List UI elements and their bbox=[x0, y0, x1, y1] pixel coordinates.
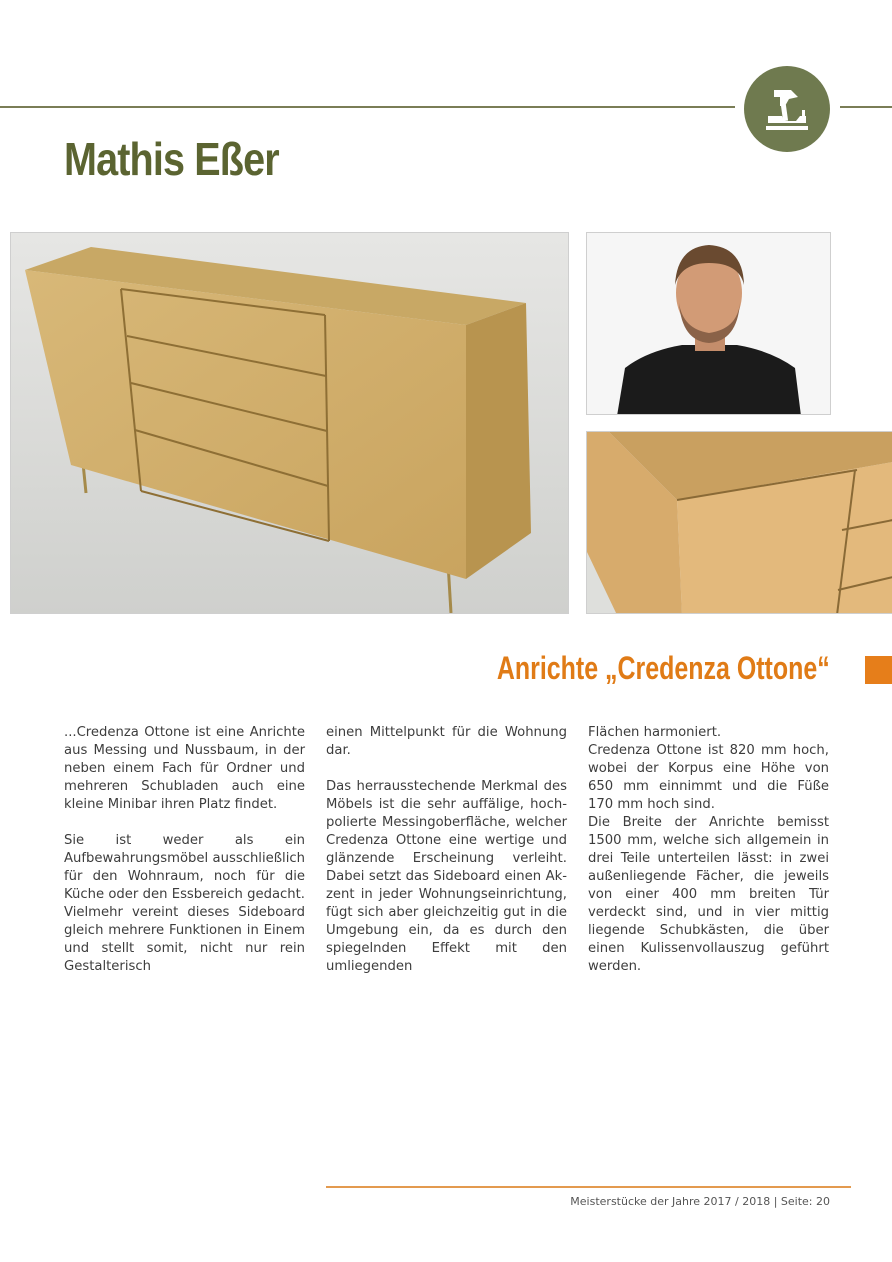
paragraph: Flächen harmoniert. bbox=[588, 725, 722, 740]
detail-image bbox=[587, 432, 892, 614]
article-title: Anrichte „Credenza Ottone“ bbox=[497, 650, 830, 686]
page-footer: Meisterstücke der Jahre 2017 / 2018 | Seite: 20 bbox=[570, 1195, 830, 1208]
paragraph: Sie ist weder als ein Aufbewahrungsmöbel ausschließlich für den Wohnraum, noch für die Küche oder den Essbereich gedacht. Vielmehr vereint dieses Sideboard gleich mehrere Funktionen in Einem und stellt somit, nicht nur rein Gestalterisch bbox=[64, 833, 305, 974]
paragraph: ...Credenza Ottone ist eine Anrichte aus Messing und Nussbaum, in der neben einem Fach für Ordner und mehreren Schubladen auch eine kleine Minibar ihren Platz findet. bbox=[64, 725, 305, 812]
detail-photo bbox=[586, 431, 892, 614]
sideboard-photo bbox=[10, 232, 569, 614]
section-marker bbox=[865, 656, 892, 684]
text-column-2 bbox=[326, 724, 567, 976]
header-rule-right bbox=[840, 106, 892, 108]
text-column-3 bbox=[588, 724, 829, 976]
carpentry-plane-hammer-icon bbox=[744, 66, 830, 152]
paragraph: Das herrausstechende Merkmal des Möbels ist die sehr auffälige, hochpolierte Messingoberfläche, welcher Credenza Ottone eine wertige und glänzende Erscheinung verleiht. Dabei setzt das Sideboard einen Akzent in jeder Wohnungseinrichtung, fügt sich aber gleichzeitig gut in die Umgebung ein, da es durch den spiegelnden Effekt mit den umliegenden bbox=[326, 779, 567, 974]
page-title: Mathis Eßer bbox=[64, 133, 279, 185]
paragraph: Credenza Ottone ist 820 mm hoch, wobei der Korpus eine Höhe von 650 mm einnimmt und die Füße 170 mm hoch sind. bbox=[588, 743, 829, 812]
portrait-image bbox=[587, 233, 831, 415]
paragraph: Die Breite der Anrichte bemisst 1500 mm, welche sich allgemein in drei Teile unterteilen lässt: in zwei außenliegende Fächer, die jeweils von einer 400 mm breiten Tür verdeckt sind, und in vier mittig liegende Schubkästen, die über einen Kulissenvollauszug geführt werden. bbox=[588, 815, 829, 974]
header-rule-left bbox=[0, 106, 735, 108]
paragraph: einen Mittelpunkt für die Wohnung dar. bbox=[326, 725, 567, 758]
category-badge bbox=[744, 66, 830, 152]
footer-rule bbox=[326, 1186, 851, 1188]
text-column-1 bbox=[64, 724, 305, 976]
sideboard-image bbox=[11, 233, 569, 614]
portrait-photo bbox=[586, 232, 831, 415]
